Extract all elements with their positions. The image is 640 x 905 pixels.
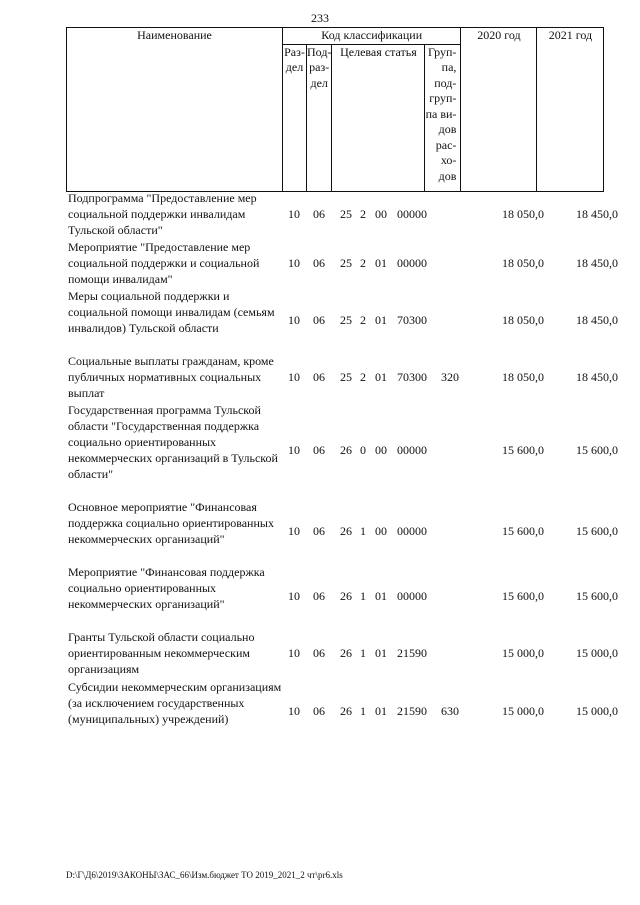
cell-target-subprogram: 1 (360, 524, 366, 538)
cell-section: 10 (288, 443, 300, 457)
cell-target-subprogram: 2 (360, 256, 366, 270)
cell-target-event: 01 (375, 370, 387, 384)
cell-target-direction: 00000 (397, 589, 427, 603)
cell-target-program: 26 (340, 646, 352, 660)
page-number: 233 (311, 11, 329, 25)
row-name: Гранты Тульской области социально ориентированным некоммерческим организациям (68, 630, 255, 676)
cell-2021: 15 000,0 (576, 704, 618, 718)
cell-target-program: 26 (340, 443, 352, 457)
cell-target-subprogram: 1 (360, 704, 366, 718)
cell-section: 10 (288, 589, 300, 603)
cell-target-event: 01 (375, 256, 387, 270)
cell-group: 630 (441, 704, 459, 718)
cell-group: 320 (441, 370, 459, 384)
cell-target-direction: 00000 (397, 207, 427, 221)
cell-2021: 18 450,0 (576, 370, 618, 384)
header-target: Целевая статья (332, 44, 425, 191)
cell-section: 10 (288, 524, 300, 538)
row-name: Подпрограмма "Предоставление мер социальной поддержки инвалидам Тульской области" (68, 191, 257, 237)
cell-target-direction: 21590 (397, 646, 427, 660)
cell-2021: 18 450,0 (576, 256, 618, 270)
cell-section: 10 (288, 646, 300, 660)
row-name: Мероприятие "Предоставление мер социальной поддержки и социальной помощи инвалидам" (68, 240, 260, 286)
cell-subsection: 06 (313, 524, 325, 538)
cell-subsection: 06 (313, 443, 325, 457)
cell-target-direction: 70300 (397, 313, 427, 327)
cell-section: 10 (288, 256, 300, 270)
row-name: Основное мероприятие "Финансовая поддержка социально ориентированных некоммерческих организаций" (68, 500, 274, 546)
cell-2021: 15 600,0 (576, 443, 618, 457)
cell-subsection: 06 (313, 207, 325, 221)
header-section: Раз- дел (283, 44, 307, 191)
cell-target-direction: 00000 (397, 524, 427, 538)
cell-target-subprogram: 1 (360, 646, 366, 660)
header-group: Груп- па, под- груп- па ви- дов рас- хо- дов (425, 44, 461, 191)
cell-section: 10 (288, 313, 300, 327)
file-path-footer: D:\Г\Д6\2019\ЗАКОНЫ\ЗАС_66\Изм.бюджет ТО 2019_2021_2 чт\рr6.xls (66, 870, 343, 880)
header-year-2020: 2020 год (461, 28, 537, 192)
cell-subsection: 06 (313, 370, 325, 384)
header-year-2021: 2021 год (537, 28, 604, 192)
row-name: Субсидии некоммерческим организациям (за исключением государственных (муниципальных) учреждений) (68, 680, 282, 726)
row-name: Социальные выплаты гражданам, кроме публичных нормативных социальных выплат (68, 354, 274, 400)
cell-target-direction: 00000 (397, 443, 427, 457)
cell-2021: 18 450,0 (576, 207, 618, 221)
cell-2020: 18 050,0 (502, 256, 544, 270)
cell-target-event: 00 (375, 207, 387, 221)
header-subsection: Под- раз- дел (307, 44, 332, 191)
header-name: Наименование (67, 28, 283, 192)
cell-target-event: 01 (375, 313, 387, 327)
row-name: Мероприятие "Финансовая поддержка социально ориентированных некоммерческих организаций" (68, 565, 265, 611)
cell-2020: 18 050,0 (502, 370, 544, 384)
cell-subsection: 06 (313, 313, 325, 327)
cell-target-program: 25 (340, 207, 352, 221)
cell-target-subprogram: 2 (360, 207, 366, 221)
cell-target-direction: 21590 (397, 704, 427, 718)
cell-target-event: 01 (375, 646, 387, 660)
cell-2020: 15 000,0 (502, 704, 544, 718)
cell-target-program: 26 (340, 589, 352, 603)
cell-section: 10 (288, 370, 300, 384)
cell-target-program: 25 (340, 313, 352, 327)
cell-target-event: 01 (375, 589, 387, 603)
cell-2021: 18 450,0 (576, 313, 618, 327)
cell-target-subprogram: 2 (360, 370, 366, 384)
cell-target-subprogram: 2 (360, 313, 366, 327)
cell-2021: 15 000,0 (576, 646, 618, 660)
cell-target-event: 00 (375, 443, 387, 457)
cell-subsection: 06 (313, 704, 325, 718)
row-name: Меры социальной поддержки и социальной помощи инвалидам (семьям инвалидов) Тульской области (68, 289, 275, 335)
cell-target-direction: 00000 (397, 256, 427, 270)
cell-2021: 15 600,0 (576, 589, 618, 603)
cell-2020: 18 050,0 (502, 313, 544, 327)
cell-target-subprogram: 1 (360, 589, 366, 603)
cell-2020: 18 050,0 (502, 207, 544, 221)
cell-target-subprogram: 0 (360, 443, 366, 457)
row-name: Государственная программа Тульской области "Государственная поддержка социально ориентированных некоммерческих организаций в Тульской области" (68, 403, 278, 481)
cell-section: 10 (288, 207, 300, 221)
cell-target-event: 01 (375, 704, 387, 718)
header-classification: Код классификации (283, 28, 461, 45)
cell-2020: 15 600,0 (502, 443, 544, 457)
cell-target-program: 26 (340, 524, 352, 538)
cell-subsection: 06 (313, 256, 325, 270)
cell-2020: 15 600,0 (502, 589, 544, 603)
cell-target-program: 25 (340, 370, 352, 384)
cell-subsection: 06 (313, 589, 325, 603)
cell-2020: 15 000,0 (502, 646, 544, 660)
cell-target-direction: 70300 (397, 370, 427, 384)
cell-section: 10 (288, 704, 300, 718)
cell-2021: 15 600,0 (576, 524, 618, 538)
cell-target-program: 26 (340, 704, 352, 718)
cell-target-program: 25 (340, 256, 352, 270)
cell-subsection: 06 (313, 646, 325, 660)
cell-2020: 15 600,0 (502, 524, 544, 538)
cell-target-event: 00 (375, 524, 387, 538)
